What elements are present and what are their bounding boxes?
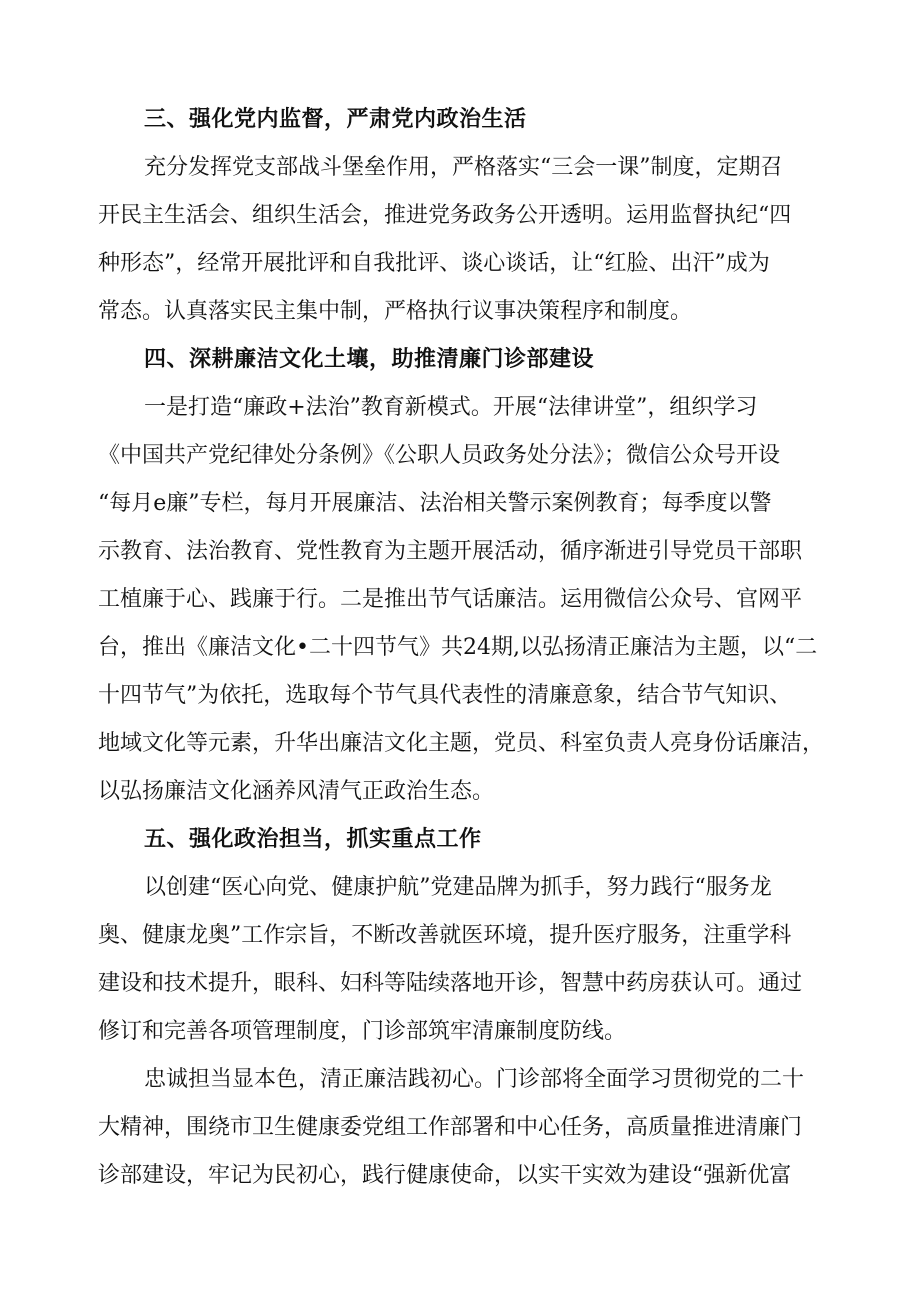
paragraph-line: 台，推出《廉洁文化•二十四节气》共24期,以弘扬清正廉洁为主题，以“二 <box>98 635 818 660</box>
paragraph-line: 一是打造“廉政+法治”教育新模式。开展“法律讲堂”，组织学习 <box>144 395 758 420</box>
paragraph-line: 充分发挥党支部战斗堡垒作用，严格落实“三会一课”制度，定期召 <box>144 155 783 180</box>
section-heading-4: 四、深耕廉洁文化土壤，助推清廉门诊部建设 <box>144 346 595 372</box>
paragraph-line: 修订和完善各项管理制度，门诊部筑牢清廉制度防线。 <box>98 1019 627 1044</box>
section-heading-5: 五、强化政治担当，抓实重点工作 <box>144 826 482 852</box>
paragraph-line: 忠诚担当显本色，清正廉洁践初心。门诊部将全面学习贯彻党的二十 <box>144 1067 805 1092</box>
paragraph-line: 诊部建设，牢记为民初心，践行健康使命，以实干实效为建设“强新优富 <box>98 1163 792 1188</box>
paragraph-line: 大精神，围绕市卫生健康委党组工作部署和中心任务，高质量推进清廉门 <box>98 1115 803 1140</box>
paragraph-line: 示教育、法治教育、党性教育为主题开展活动，循序渐进引导党员干部职 <box>98 539 803 564</box>
paragraph-line: 地域文化等元素，升华出廉洁文化主题，党员、科室负责人亮身份话廉洁， <box>98 731 825 756</box>
paragraph-line: 以创建“医心向党、健康护航”党建品牌为抓手，努力践行“服务龙 <box>144 875 772 900</box>
paragraph-line: 奥、健康龙奥”工作宗旨，不断改善就医环境，提升医疗服务，注重学科 <box>98 923 792 948</box>
paragraph-line: 开民主生活会、组织生活会，推进党务政务公开透明。运用监督执纪“四 <box>98 203 792 228</box>
paragraph-line: 建设和技术提升，眼科、妇科等陆续落地开诊，智慧中药房获认可。通过 <box>98 971 803 996</box>
paragraph-line: 以弘扬廉洁文化涵养风清气正政治生态。 <box>98 779 495 804</box>
paragraph-line: 十四节气”为依托，选取每个节气具代表性的清廉意象，结合节气知识、 <box>98 683 792 708</box>
paragraph-line: “每月e廉”专栏，每月开展廉洁、法治相关警示案例教育；每季度以警 <box>98 491 772 516</box>
paragraph-line: 种形态”，经常开展批评和自我批评、谈心谈话，让“红脸、出汗”成为 <box>98 251 770 276</box>
section-heading-3: 三、强化党内监督，严肃党内政治生活 <box>144 106 527 132</box>
paragraph-line: 常态。认真落实民主集中制，严格执行议事决策程序和制度。 <box>98 299 693 324</box>
paragraph-line: 《中国共产党纪律处分条例》《公职人员政务处分法》；微信公众号开设 <box>98 443 781 468</box>
paragraph-line: 工植廉于心、践廉于行。二是推出节气话廉洁。运用微信公众号、官网平 <box>98 587 803 612</box>
